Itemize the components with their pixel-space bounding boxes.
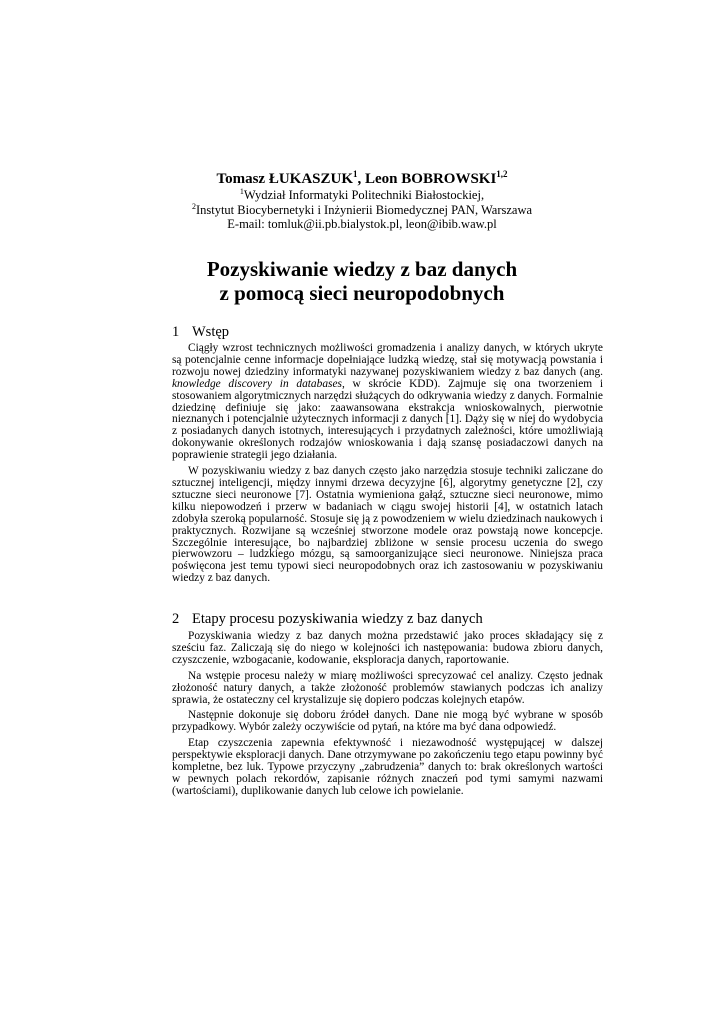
- author-separator: ,: [357, 171, 366, 187]
- section-2-number: 2: [172, 611, 180, 627]
- paragraph-text: Ciągły wzrost technicznych możliwości gromadzenia i analizy danych, w których ukryte są potencjalnie cenne informacje dopełniające ludzką wiedzę, stał się motywacją powstania i rozwoju nowej dziedziny informatyki nazywanej pozyskiwaniem wiedzy z baz danych (ang.: [172, 342, 603, 378]
- paper-title: [0, 257, 724, 305]
- affiliation-2-mark: 2: [191, 201, 196, 211]
- section-2-paragraph-4: Etap czyszczenia zapewnia efektywność i niezawodność występującej w dalszej perspektywie eksploracji danych. Dane otrzymywane po zakończeniu tego etapu powinny być kompletne, bez luk. Typowe przyczyny „zabrudzenia” danych to: brak określonych wartości w pewnych polach rekordów, zapisanie różnych znaczeń pod tymi samymi nazwami (wartościami), duplikowanie danych lub celowe ich powielanie.: [172, 737, 603, 797]
- affiliation-2-text: Instytut Biocybernetyki i Inżynierii Biomedycznej PAN, Warszawa: [195, 203, 533, 217]
- author-2-name: Leon BOBROWSKI: [365, 171, 497, 187]
- affiliation-1: [0, 188, 724, 203]
- author-2-affiliation-mark: 1,2: [496, 169, 508, 179]
- section-2-paragraph-2: Na wstępie procesu należy w miarę możliwości sprecyzować cel analizy. Często jednak złożoność natury danych, a także złożoność problemów stawianych podczas ich analizy sprawia, że ostateczny cel krystalizuje się dopiero podczas kolejnych etapów.: [172, 669, 603, 706]
- author-line: [0, 170, 724, 188]
- italic-term: knowledge discovery in databases: [172, 377, 342, 390]
- section-2-title: Etapy procesu pozyskiwania wiedzy z baz danych: [192, 611, 483, 627]
- author-1-name: Tomasz ŁUKASZUK: [216, 171, 354, 187]
- affiliation-1-mark: 1: [239, 186, 244, 196]
- author-1-affiliation-mark: 1: [353, 169, 358, 179]
- section-2-body: [172, 631, 603, 798]
- affiliation-1-text: Wydział Informatyki Politechniki Białostockiej,: [243, 188, 485, 202]
- paragraph-text: , w skrócie KDD). Zajmuje się ona tworzeniem i stosowaniem algorytmicznych narzędzi służących do odkrywania wiedzy z danych. Formalnie dziedzinę definiuje się jako: zaawansowana ekstrakcja wnioskowalnych, pierwotnie nieznanych i potencjalnie użytecznych informacji z danych [1]. Dąży się w niej do wydobycia z posiadanych danych istotnych, interesujących i przydatnych zależności, które umożliwiają dokonywanie określonych rodzajów wnioskowania i dają szansę posiadaczowi danych na poprawienie strategii jego działania.: [172, 377, 603, 462]
- section-1-paragraph-1: [172, 343, 603, 462]
- section-1-body: [172, 343, 603, 585]
- paper-title-line-1: Pozyskiwanie wiedzy z baz danych: [206, 257, 518, 281]
- affiliation-2: [0, 203, 724, 218]
- section-2-heading: [172, 611, 483, 628]
- paper-title-line-2: z pomocą sieci neuropodobnych: [219, 281, 505, 305]
- section-1-heading: [172, 324, 229, 341]
- contact-email: E-mail: tomluk@ii.pb.bialystok.pl, leon@ibib.waw.pl: [227, 217, 497, 231]
- section-1-number: 1: [172, 324, 180, 340]
- section-2-paragraph-3: Następnie dokonuje się doboru źródeł danych. Dane nie mogą być wybrane w sposób przypadkowy. Wybór zależy oczywiście od pytań, na które ma być dana odpowiedź.: [172, 709, 603, 734]
- section-1-paragraph-2: W pozyskiwaniu wiedzy z baz danych często jako narzędzia stosuje techniki zaliczane do sztucznej inteligencji, między innymi drzewa decyzyjne [6], algorytmy genetyczne [2], czy sztuczne sieci neuronowe [7]. Ostatnia wymieniona gałąź, sztuczne sieci neuronowe, mimo kilku niepowodzeń i przerw w badaniach w ciągu swojej historii [4], w ostatnich latach zdobyła szeroką popularność. Stosuje się ją z powodzeniem w wielu dziedzinach naukowych i praktycznych. Rozwijane są wcześniej stworzone modele oraz powstają nowe koncepcje. Szczególnie interesujące, bo najbardziej zbliżone w sensie procesu uczenia do swego pierwowzoru – ludzkiego mózgu, są samoorganizujące sieci neuronowe. Niniejsza praca poświęcona jest temu typowi sieci neuropodobnych oraz ich zastosowaniu w pozyskiwaniu wiedzy z baz danych.: [172, 465, 603, 585]
- section-2-paragraph-1: Pozyskiwania wiedzy z baz danych można przedstawić jako proces składający się z sześciu faz. Zaliczają się do niego w kolejności ich następowania: budowa zbioru danych, czyszczenie, wzbogacanie, kodowanie, eksploracja danych, raportowanie.: [172, 630, 603, 666]
- section-1-title: Wstęp: [192, 324, 230, 340]
